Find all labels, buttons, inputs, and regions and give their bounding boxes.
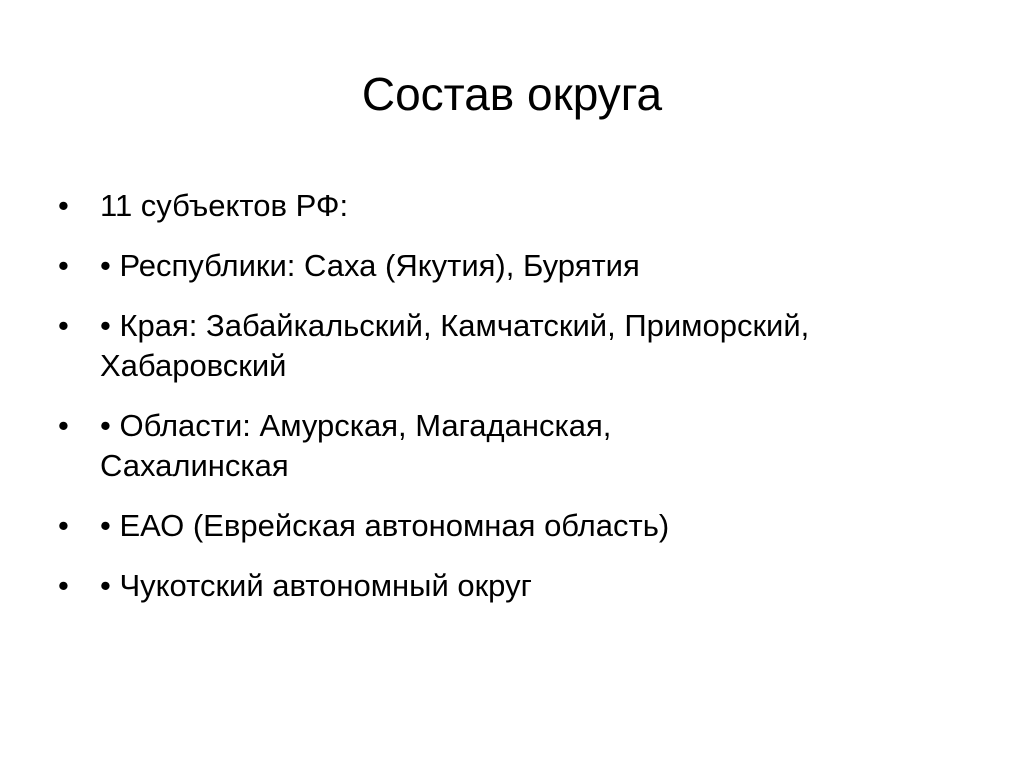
bullet-icon: • — [58, 248, 69, 283]
bullet-icon: • — [58, 408, 69, 443]
list-item — [58, 246, 958, 286]
bullet-icon: • — [58, 508, 69, 543]
list-item — [58, 406, 958, 486]
list-item-text: • Республики: Саха (Якутия), Бурятия — [100, 248, 640, 283]
bullet-list — [58, 186, 958, 626]
bullet-icon: • — [58, 188, 69, 223]
list-item — [58, 306, 958, 386]
list-item-text: • Края: Забайкальский, Камчатский, Приморский, Хабаровский — [100, 308, 810, 383]
bullet-icon: • — [58, 568, 69, 603]
list-item-text: • ЕАО (Еврейская автономная область) — [100, 508, 670, 543]
list-item — [58, 566, 958, 606]
slide-title: Состав округа — [361, 68, 663, 120]
list-item — [58, 506, 958, 546]
bullet-icon: • — [58, 308, 69, 343]
list-item-text: • Области: Амурская, Магаданская, Сахалинская — [100, 408, 612, 483]
list-item-text: • Чукотский автономный округ — [100, 568, 532, 603]
list-item — [58, 186, 958, 226]
list-item-text: 11 субъектов РФ: — [100, 188, 349, 223]
